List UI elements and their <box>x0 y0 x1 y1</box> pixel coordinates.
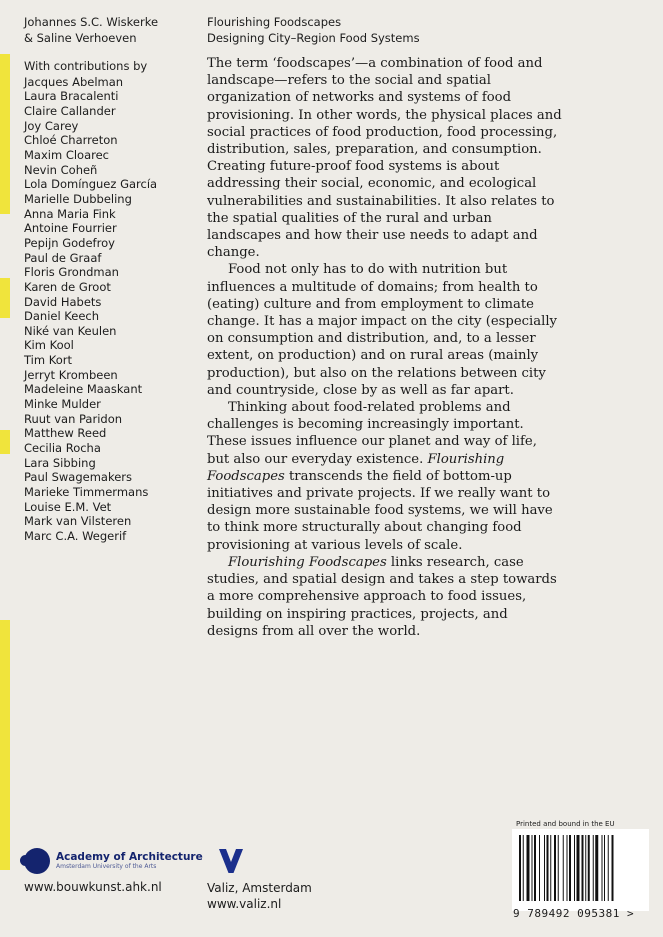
contributor-name: Chloé Charreton <box>24 133 118 148</box>
book-title-block <box>207 14 420 46</box>
book-title: Flourishing Foodscapes <box>207 15 342 29</box>
author-line: Johannes S.C. Wiskerke <box>24 15 159 29</box>
yellow-edge-mark <box>0 620 10 870</box>
contributor-name: Paul de Graaf <box>24 250 102 265</box>
valiz-name: Valiz, Amsterdam <box>207 881 312 895</box>
contributor-name: Mark van Vilsteren <box>24 514 132 529</box>
contributor-name: Lola Domínguez García <box>24 177 158 192</box>
academy-tagline: Amsterdam University of the Arts <box>56 863 157 870</box>
valiz-url: www.valiz.nl <box>207 897 282 911</box>
valiz-logo <box>218 848 244 878</box>
authors <box>24 14 158 46</box>
blurb-paragraph: The term ‘foodscapes’—a combination of food and landscape—refers to the social and spatial organization of networks and systems of food provisioning. In other words, the physical places and social practices of food production, food processing, distribution, sales, preparation, and consumption. Creating future-proof food systems is about addressing their social, economic, and ecological vulnerabilities and sustainabilities. It also relates to the spatial qualities of the rural and urban landscapes and how their use needs to adapt and change. <box>207 56 562 261</box>
contributor-name: Karen de Groot <box>24 279 111 294</box>
contributor-name: Nevin Coheñ <box>24 162 98 177</box>
valiz-address <box>207 880 312 912</box>
contributor-name: Laura Bracalenti <box>24 89 119 104</box>
blurb-paragraph: Flourishing Foodscapes links research, case studies, and spatial design and takes a step towards a more comprehensive approach to food issues, building on inspiring practices, projects, and designs from all over the world. <box>207 554 557 639</box>
contributor-name: Anna Maria Fink <box>24 206 116 221</box>
contributor-name: Cecilia Rocha <box>24 441 101 456</box>
contributor-name: Kim Kool <box>24 338 74 353</box>
contributor-name: Jacques Abelman <box>24 74 124 89</box>
academy-circle-icon <box>24 848 50 874</box>
contributor-name: Joy Carey <box>24 118 79 133</box>
yellow-edge-mark <box>0 278 10 318</box>
contributor-name: Lara Sibbing <box>24 455 96 470</box>
contributors-heading: With contributions by <box>24 59 148 73</box>
contributor-name: Ruut van Paridon <box>24 411 123 426</box>
book-subtitle: Designing City–Region Food Systems <box>207 31 420 45</box>
contributor-name: David Habets <box>24 294 102 309</box>
academy-logo <box>24 848 203 874</box>
author-line: & Saline Verhoeven <box>24 31 137 45</box>
yellow-edge-mark <box>0 54 10 214</box>
contributor-name: Tim Kort <box>24 353 72 368</box>
contributor-name: Marielle Dubbeling <box>24 191 132 206</box>
book-title-italic: Flourishing Foodscapes <box>207 451 505 484</box>
contributor-name: Matthew Reed <box>24 426 107 441</box>
contributors-list <box>24 75 157 544</box>
blurb-paragraph: Thinking about food-related problems and challenges is becoming increasingly important. These issues influence our planet and way of life, but also our everyday existence. Flourishing Foodscapes transcends the field of bottom-up initiatives and private projects. If we really want to design more sustainable food systems, we will have to think more structurally about changing food provisioning at various levels of scale. <box>207 400 553 553</box>
contributor-name: Marc C.A. Wegerif <box>24 529 127 543</box>
contributor-name: Maxim Cloarec <box>24 147 110 162</box>
valiz-v-icon <box>218 848 244 874</box>
contributor-name: Antoine Fourrier <box>24 221 117 236</box>
contributor-name: Niké van Keulen <box>24 323 117 338</box>
isbn-number: 9 789492 095381 > <box>513 907 635 920</box>
contributor-name: Claire Callander <box>24 103 116 118</box>
barcode-bars-icon <box>519 835 642 901</box>
blurb-paragraph: Food not only has to do with nutrition but influences a multitude of domains; from health to (eating) culture and from employment to climate change. It has a major impact on the city (especially on consumption and distribution, and, to a lesser extent, on production) and on rural areas (mainly production), but also on the relations between city and countryside, close by as well as far apart. <box>207 262 558 398</box>
contributor-name: Minke Mulder <box>24 397 101 412</box>
printed-note: Printed and bound in the EU <box>516 820 615 828</box>
contributor-name: Jerryt Krombeen <box>24 367 118 382</box>
yellow-edge-mark <box>0 430 10 454</box>
contributor-name: Daniel Keech <box>24 309 100 324</box>
blurb <box>207 55 562 640</box>
academy-name: Academy of Architecture <box>56 851 203 863</box>
contributor-name: Louise E.M. Vet <box>24 499 112 514</box>
academy-url: www.bouwkunst.ahk.nl <box>24 880 162 894</box>
contributors <box>24 59 157 544</box>
contributor-name: Marieke Timmermans <box>24 485 149 500</box>
contributor-name: Paul Swagemakers <box>24 470 133 485</box>
isbn-barcode <box>512 829 649 911</box>
contributor-name: Floris Grondman <box>24 265 119 280</box>
contributor-name: Madeleine Maaskant <box>24 382 143 397</box>
book-title-italic: Flourishing Foodscapes <box>228 554 387 570</box>
contributor-name: Pepijn Godefroy <box>24 235 115 250</box>
